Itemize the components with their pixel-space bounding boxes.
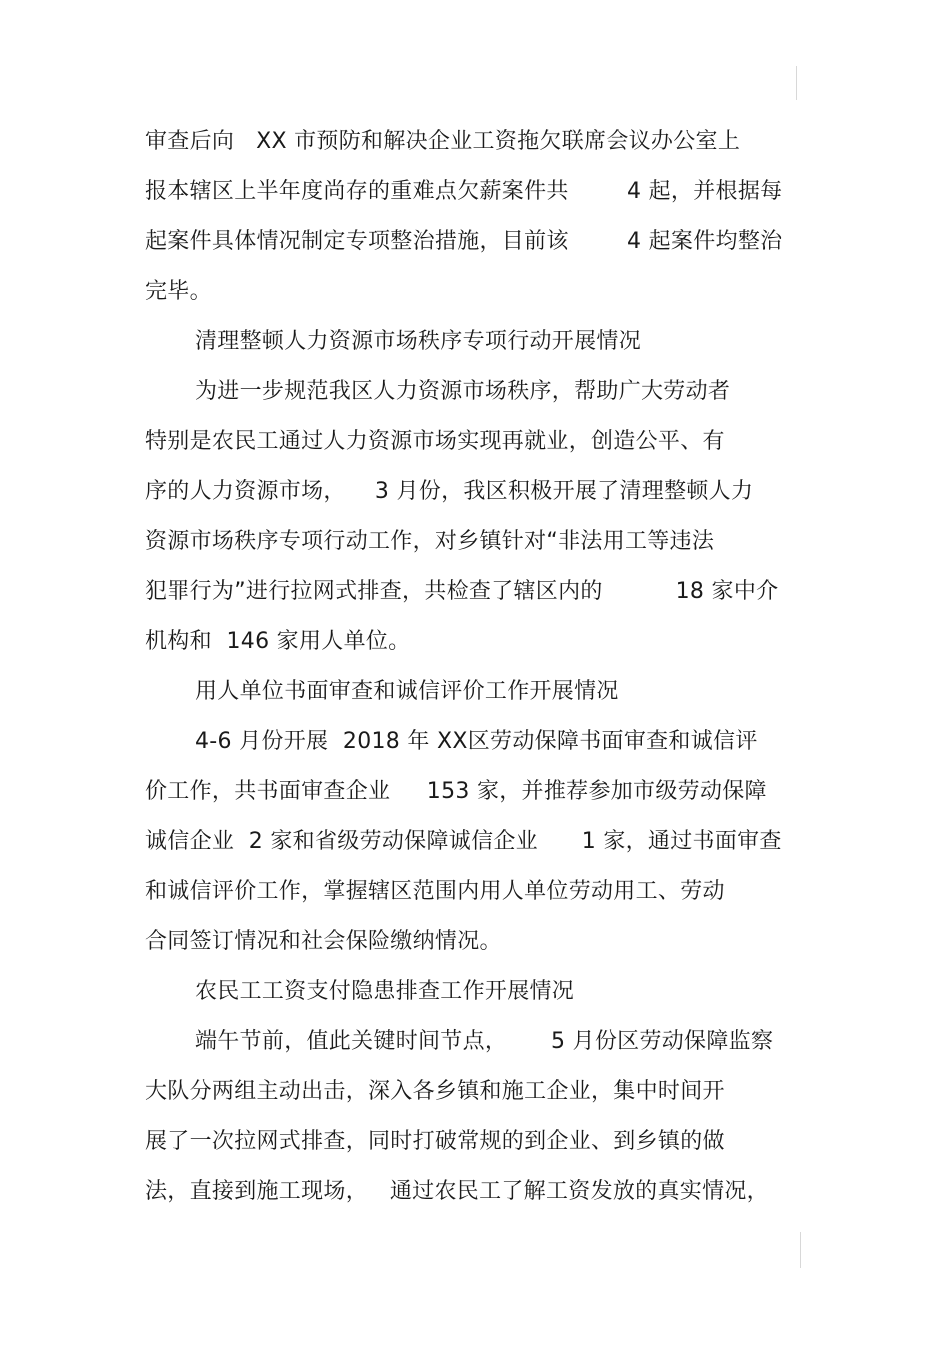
text-line: 诚信企业 2 家和省级劳动保障诚信企业 1 家，通过书面审查 (145, 829, 782, 854)
text-line: 完毕。 (145, 279, 212, 304)
text-line: 起案件具体情况制定专项整治措施，目前该 4 起案件均整治 (145, 229, 783, 254)
text-line: 序的人力资源市场， 3 月份，我区积极开展了清理整顿人力 (145, 479, 754, 504)
section-heading: 农民工工资支付隐患排查工作开展情况 (195, 979, 575, 1004)
section-heading: 用人单位书面审查和诚信评价工作开展情况 (195, 679, 619, 704)
text-line: 资源市场秩序专项行动工作，对乡镇针对“非法用工等违法 (145, 529, 715, 554)
text-line: 端午节前，值此关键时间节点， 5 月份区劳动保障监察 (195, 1029, 774, 1054)
text-line: 4-6 月份开展 2018 年 XX区劳动保障书面审查和诚信评 (195, 729, 758, 754)
section-heading: 清理整顿人力资源市场秩序专项行动开展情况 (195, 329, 642, 354)
text-line: 为进一步规范我区人力资源市场秩序，帮助广大劳动者 (195, 379, 731, 404)
text-line: 审查后向 XX 市预防和解决企业工资拖欠联席会议办公室上 (145, 129, 741, 154)
text-line: 展了一次拉网式排查，同时打破常规的到企业、到乡镇的做 (145, 1129, 725, 1154)
text-line: 价工作，共书面审查企业 153 家，并推荐参加市级劳动保障 (145, 779, 767, 804)
text-line: 特别是农民工通过人力资源市场实现再就业，创造公平、有 (145, 429, 725, 454)
page-edge-mark-bottom (800, 1232, 801, 1268)
page-edge-mark-top (796, 66, 797, 100)
text-line: 报本辖区上半年度尚存的重难点欠薪案件共 4 起，并根据每 (145, 179, 783, 204)
text-line: 犯罪行为”进行拉网式排查，共检查了辖区内的 18 家中介 (145, 579, 779, 604)
text-line: 合同签订情况和社会保险缴纳情况。 (145, 929, 502, 954)
text-line: 和诚信评价工作，掌握辖区范围内用人单位劳动用工、劳动 (145, 879, 725, 904)
text-line: 大队分两组主动出击，深入各乡镇和施工企业，集中时间开 (145, 1079, 725, 1104)
text-line: 法，直接到施工现场， 通过农民工了解工资发放的真实情况， (145, 1179, 769, 1204)
text-line: 机构和 146 家用人单位。 (145, 629, 411, 654)
